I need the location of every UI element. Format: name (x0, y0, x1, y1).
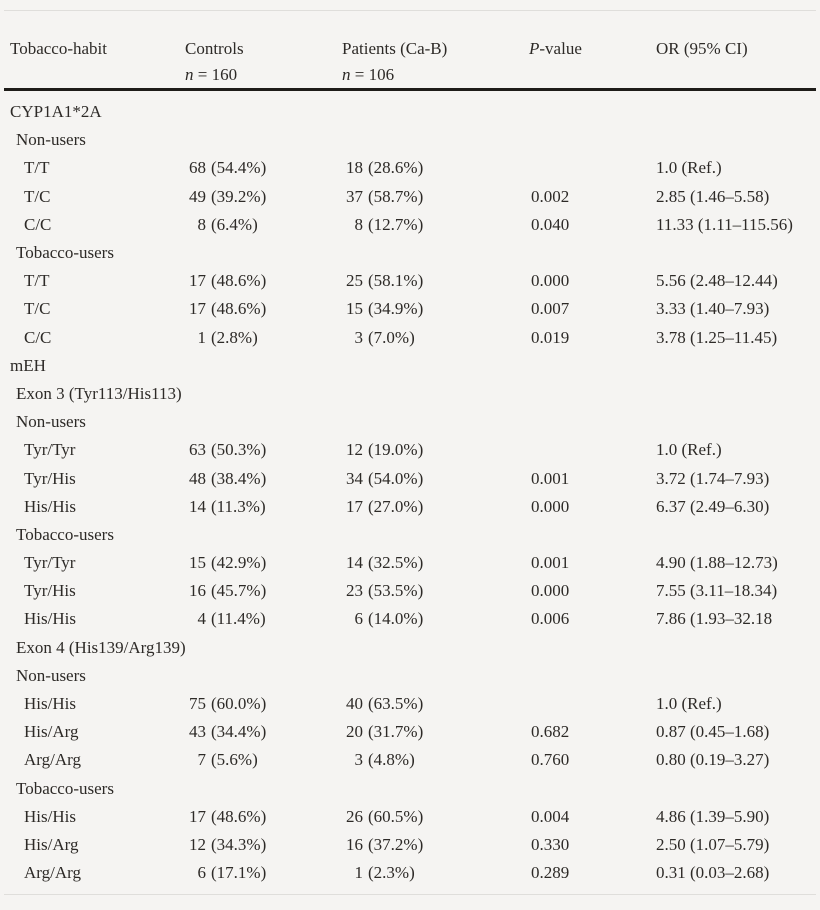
p-value: 0.007 (531, 299, 570, 319)
controls-percent: (45.7%) (211, 581, 267, 601)
controls-count: 8 (197, 214, 206, 234)
odds-ratio-ci: 6.37 (2.49–6.30) (656, 496, 770, 516)
patients-percent: (31.7%) (368, 722, 424, 742)
row-label: Arg/Arg (24, 750, 81, 770)
odds-ratio-ci: 7.86 (1.93–32.18 (656, 609, 773, 629)
patients-value (330, 807, 518, 827)
table-group-row (0, 239, 820, 267)
table-row (0, 154, 820, 182)
table-group-row (0, 408, 820, 436)
controls-percent: (11.4%) (211, 609, 266, 629)
table-row (0, 295, 820, 323)
patients-count: 15 (346, 299, 363, 319)
table-subsection-row (0, 380, 820, 408)
odds-ratio-ci: 4.86 (1.39–5.90) (656, 806, 770, 826)
controls-value (158, 581, 330, 601)
patients-count: 16 (346, 834, 363, 854)
p-value: 0.682 (531, 722, 570, 742)
patients-count: 26 (346, 806, 363, 826)
p-value: 0.002 (531, 186, 570, 206)
p-value: 0.760 (531, 750, 570, 770)
p-value: 0.000 (531, 581, 570, 601)
column-header-p-value (518, 36, 644, 88)
tobacco-habit-header-label: Tobacco-habit (10, 39, 107, 58)
controls-count: 17 (189, 299, 206, 319)
controls-count: 17 (189, 271, 206, 291)
controls-value (158, 553, 330, 573)
odds-ratio-ci: 1.0 (Ref.) (656, 694, 722, 714)
controls-count: 17 (189, 806, 206, 826)
p-value: 0.040 (531, 214, 570, 234)
table-body (0, 91, 820, 887)
controls-percent: (34.3%) (211, 834, 267, 854)
odds-ratio-ci: 3.72 (1.74–7.93) (656, 468, 770, 488)
controls-count: 63 (189, 440, 206, 460)
controls-n-value: = 160 (193, 65, 238, 84)
p-value: 0.001 (531, 553, 570, 573)
or-header-label: OR (95% CI) (656, 39, 748, 58)
patients-count: 6 (354, 609, 363, 629)
odds-ratio-ci: 1.0 (Ref.) (656, 440, 722, 460)
table-row (0, 605, 820, 633)
patients-count: 1 (354, 863, 363, 883)
table-section-row (0, 98, 820, 126)
row-label: Exon 3 (Tyr113/His113) (16, 383, 182, 403)
row-label: C/C (24, 327, 52, 347)
odds-ratio-ci: 2.85 (1.46–5.58) (656, 186, 770, 206)
controls-percent: (17.1%) (211, 863, 267, 883)
row-label: Non-users (16, 665, 86, 685)
row-label: Tyr/Tyr (24, 553, 76, 573)
controls-percent: (2.8%) (211, 327, 258, 347)
controls-percent: (48.6%) (211, 271, 267, 291)
odds-ratio-ci: 0.31 (0.03–2.68) (656, 863, 770, 883)
table-row (0, 436, 820, 464)
controls-count: 75 (189, 694, 206, 714)
patients-percent: (14.0%) (368, 609, 424, 629)
controls-count: 48 (189, 468, 206, 488)
table-row (0, 324, 820, 352)
table-row (0, 831, 820, 859)
patients-count: 3 (354, 750, 363, 770)
p-value: 0.289 (531, 863, 570, 883)
patients-value (330, 722, 518, 742)
patients-percent: (32.5%) (368, 553, 424, 573)
row-label: Tyr/His (24, 468, 76, 488)
table-row (0, 493, 820, 521)
controls-percent: (42.9%) (211, 553, 267, 573)
row-label: Tyr/Tyr (24, 440, 76, 460)
controls-percent: (54.4%) (211, 158, 267, 178)
controls-percent: (50.3%) (211, 440, 267, 460)
p-value: 0.019 (531, 327, 570, 347)
table-row (0, 549, 820, 577)
patients-count: 14 (346, 553, 363, 573)
patients-percent: (7.0%) (368, 327, 415, 347)
p-symbol: P (529, 39, 540, 58)
table-group-row (0, 662, 820, 690)
row-label: Exon 4 (His139/Arg139) (16, 637, 186, 657)
patients-header-label: Patients (Ca-B) (342, 39, 448, 58)
table-section-row (0, 352, 820, 380)
controls-count: 14 (189, 496, 206, 516)
controls-value (158, 609, 330, 629)
patients-count: 20 (346, 722, 363, 742)
patients-value (330, 215, 518, 235)
patients-value (330, 497, 518, 517)
row-label: His/His (24, 609, 76, 629)
controls-count: 49 (189, 186, 206, 206)
table-bottom-rule (4, 894, 816, 895)
patients-value (330, 271, 518, 291)
patients-count: 8 (354, 214, 363, 234)
odds-ratio-ci: 3.78 (1.25–11.45) (656, 327, 778, 347)
patients-value (330, 609, 518, 629)
patients-value (330, 299, 518, 319)
row-label: His/His (24, 694, 76, 714)
odds-ratio-ci: 2.50 (1.07–5.79) (656, 834, 770, 854)
controls-percent: (39.2%) (211, 186, 267, 206)
controls-header-label: Controls (185, 39, 244, 58)
controls-value (158, 328, 330, 348)
patients-value (330, 187, 518, 207)
row-label: His/Arg (24, 722, 79, 742)
controls-value (158, 863, 330, 883)
patients-value (330, 158, 518, 178)
p-value: 0.001 (531, 468, 570, 488)
p-value: 0.000 (531, 496, 570, 516)
controls-count: 6 (197, 863, 206, 883)
patients-count: 12 (346, 440, 363, 460)
patients-percent: (34.9%) (368, 299, 424, 319)
row-label: His/Arg (24, 834, 79, 854)
column-header-patients (330, 36, 518, 88)
row-label: Tobacco-users (16, 243, 114, 263)
patients-value (330, 863, 518, 883)
column-header-or-ci (644, 36, 820, 88)
table-row (0, 690, 820, 718)
controls-value (158, 215, 330, 235)
table-row (0, 464, 820, 492)
controls-percent: (48.6%) (211, 806, 267, 826)
controls-percent: (34.4%) (211, 722, 267, 742)
controls-count: 43 (189, 722, 206, 742)
patients-count: 23 (346, 581, 363, 601)
row-label: mEH (10, 355, 46, 375)
patients-percent: (37.2%) (368, 834, 424, 854)
table-row (0, 803, 820, 831)
patients-percent: (19.0%) (368, 440, 424, 460)
patients-value (330, 750, 518, 770)
column-header-controls (158, 36, 330, 88)
row-label: T/C (24, 186, 51, 206)
p-value-suffix: -value (539, 39, 582, 58)
table-row (0, 183, 820, 211)
controls-count: 4 (197, 609, 206, 629)
patients-value (330, 469, 518, 489)
odds-ratio-ci: 1.0 (Ref.) (656, 158, 722, 178)
patients-percent: (12.7%) (368, 214, 424, 234)
table-group-row (0, 775, 820, 803)
table-row (0, 718, 820, 746)
patients-count: 25 (346, 271, 363, 291)
table-subsection-row (0, 634, 820, 662)
controls-percent: (5.6%) (211, 750, 258, 770)
controls-count: 12 (189, 834, 206, 854)
row-label: Non-users (16, 412, 86, 432)
controls-count: 7 (197, 750, 206, 770)
patients-n-value: = 106 (350, 65, 395, 84)
controls-value (158, 497, 330, 517)
controls-value (158, 299, 330, 319)
row-label: Tobacco-users (16, 778, 114, 798)
column-header-tobacco-habit (0, 36, 158, 88)
patients-count: 40 (346, 694, 363, 714)
odds-ratio-ci: 3.33 (1.40–7.93) (656, 299, 770, 319)
controls-percent: (60.0%) (211, 694, 267, 714)
table-header (0, 11, 820, 88)
patients-count: 34 (346, 468, 363, 488)
row-label: C/C (24, 214, 52, 234)
odds-ratio-ci: 5.56 (2.48–12.44) (656, 271, 778, 291)
row-label: His/His (24, 496, 76, 516)
patients-percent: (58.1%) (368, 271, 424, 291)
row-label: Tobacco-users (16, 524, 114, 544)
patients-value (330, 835, 518, 855)
controls-value (158, 271, 330, 291)
patients-percent: (53.5%) (368, 581, 424, 601)
table-row (0, 267, 820, 295)
controls-value (158, 835, 330, 855)
controls-value (158, 694, 330, 714)
patients-percent: (28.6%) (368, 158, 424, 178)
patients-percent: (60.5%) (368, 806, 424, 826)
controls-count: 68 (189, 158, 206, 178)
controls-count: 1 (197, 327, 206, 347)
controls-percent: (6.4%) (211, 214, 258, 234)
patients-value (330, 694, 518, 714)
p-value: 0.000 (531, 271, 570, 291)
patients-count: 3 (354, 327, 363, 347)
patients-n-symbol: n (342, 65, 351, 84)
patients-percent: (58.7%) (368, 186, 424, 206)
row-label: His/His (24, 806, 76, 826)
odds-ratio-ci: 0.87 (0.45–1.68) (656, 722, 770, 742)
row-label: T/T (24, 158, 50, 178)
controls-percent: (38.4%) (211, 468, 267, 488)
p-value: 0.004 (531, 806, 570, 826)
controls-count: 16 (189, 581, 206, 601)
row-label: Tyr/His (24, 581, 76, 601)
row-label: CYP1A1*2A (10, 102, 102, 122)
patients-count: 37 (346, 186, 363, 206)
patients-value (330, 328, 518, 348)
table-row (0, 577, 820, 605)
row-label: T/C (24, 299, 51, 319)
row-label: Arg/Arg (24, 863, 81, 883)
controls-value (158, 469, 330, 489)
p-value: 0.006 (531, 609, 570, 629)
patients-value (330, 581, 518, 601)
controls-percent: (48.6%) (211, 299, 267, 319)
p-value: 0.330 (531, 834, 570, 854)
odds-ratio-ci: 7.55 (3.11–18.34) (656, 581, 778, 601)
odds-ratio-ci: 11.33 (1.11–115.56) (656, 214, 793, 234)
controls-percent: (11.3%) (211, 496, 266, 516)
controls-value (158, 158, 330, 178)
patients-value (330, 440, 518, 460)
row-label: Non-users (16, 130, 86, 150)
patients-value (330, 553, 518, 573)
patients-count: 18 (346, 158, 363, 178)
patients-percent: (4.8%) (368, 750, 415, 770)
odds-ratio-ci: 4.90 (1.88–12.73) (656, 553, 778, 573)
controls-value (158, 722, 330, 742)
table-row (0, 859, 820, 887)
table-group-row (0, 126, 820, 154)
patients-sample-size (342, 62, 518, 88)
row-label: T/T (24, 271, 50, 291)
controls-value (158, 807, 330, 827)
controls-count: 15 (189, 553, 206, 573)
patients-percent: (63.5%) (368, 694, 424, 714)
controls-value (158, 750, 330, 770)
controls-sample-size (185, 62, 330, 88)
controls-n-symbol: n (185, 65, 194, 84)
table-row (0, 746, 820, 774)
odds-ratio-ci: 0.80 (0.19–3.27) (656, 750, 770, 770)
controls-value (158, 440, 330, 460)
table-group-row (0, 521, 820, 549)
patients-percent: (54.0%) (368, 468, 424, 488)
controls-value (158, 187, 330, 207)
patients-percent: (27.0%) (368, 496, 424, 516)
patients-count: 17 (346, 496, 363, 516)
patients-percent: (2.3%) (368, 863, 415, 883)
table-row (0, 211, 820, 239)
p-value-header-label (529, 36, 644, 62)
